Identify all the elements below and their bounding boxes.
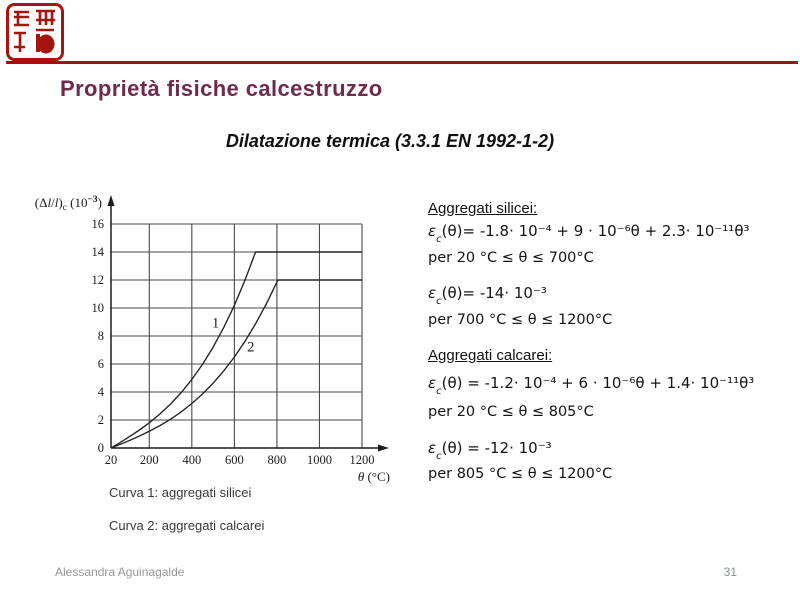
epsilon-symbol: ε — [428, 222, 437, 240]
footer-author: Alessandra Aguinagalde — [55, 565, 185, 579]
x-tick-label: 1200 — [349, 453, 375, 467]
chart-caption-curve2: Curva 2: aggregati calcarei — [109, 518, 265, 533]
x-axis-title: θ (°C) — [357, 469, 390, 484]
epsilon-symbol: ε — [428, 284, 437, 302]
y-tick-label: 10 — [91, 301, 104, 315]
x-tick-label: 20 — [104, 453, 118, 467]
epsilon-subscript: c — [436, 234, 442, 245]
red-seal-stamp-icon — [6, 3, 64, 61]
y-tick-label: 0 — [97, 441, 104, 455]
silicei-range-2: per 700 °C ≤ θ ≤ 1200°C — [428, 312, 613, 328]
silicei-range-1: per 20 °C ≤ θ ≤ 700°C — [428, 250, 594, 266]
silicei-heading: Aggregati silicei: — [428, 200, 538, 217]
curve-1 — [111, 252, 362, 448]
formula-body: (θ)= -14· 10⁻³ — [441, 284, 547, 302]
silicei-formula-1 — [428, 222, 750, 243]
x-tick-label: 800 — [267, 453, 287, 467]
epsilon-symbol: ε — [428, 374, 437, 392]
thermal-dilation-chart — [0, 180, 420, 495]
x-tick-label: 1000 — [306, 453, 332, 467]
x-tick-label: 200 — [139, 453, 159, 467]
formula-body: (θ) = -1.2· 10⁻⁴ + 6 · 10⁻⁶θ + 1.4· 10⁻¹¹θ³ — [441, 374, 755, 392]
page-title: Proprietà fisiche calcestruzzo — [60, 76, 383, 101]
epsilon-symbol: ε — [428, 439, 437, 457]
y-tick-label: 12 — [91, 273, 104, 287]
calcarei-formula-2 — [428, 439, 552, 460]
y-axis-arrow-icon — [108, 195, 115, 206]
slide-subtitle: Dilatazione termica (3.3.1 EN 1992-1-2) — [225, 131, 555, 151]
header-rule — [6, 61, 798, 64]
curve-label-2: 2 — [247, 339, 255, 356]
formula-body: (θ)= -1.8· 10⁻⁴ + 9 · 10⁻⁶θ + 2.3· 10⁻¹¹θ³ — [441, 222, 750, 240]
epsilon-subscript: c — [436, 296, 442, 307]
footer-page-number: 31 — [723, 565, 737, 579]
calcarei-formula-1 — [428, 374, 754, 395]
y-tick-label: 14 — [91, 245, 104, 259]
y-tick-label: 4 — [97, 385, 104, 399]
calcarei-range-2: per 805 °C ≤ θ ≤ 1200°C — [428, 466, 613, 482]
silicei-formula-2 — [428, 284, 547, 305]
curve-label-1: 1 — [212, 315, 220, 332]
x-tick-label: 600 — [224, 453, 244, 467]
x-tick-label: 400 — [182, 453, 202, 467]
y-tick-label: 16 — [91, 217, 104, 231]
epsilon-subscript: c — [436, 386, 442, 397]
chart-caption-curve1: Curva 1: aggregati silicei — [109, 485, 252, 500]
calcarei-range-1: per 20 °C ≤ θ ≤ 805°C — [428, 404, 594, 420]
y-tick-label: 2 — [97, 413, 104, 427]
epsilon-subscript: c — [436, 451, 442, 462]
formula-body: (θ) = -12· 10⁻³ — [441, 439, 552, 457]
y-tick-label: 6 — [97, 357, 104, 371]
calcarei-heading: Aggregati calcarei: — [428, 347, 553, 364]
y-tick-label: 8 — [97, 329, 104, 343]
x-axis-arrow-icon — [378, 445, 389, 452]
y-axis-title: $(\Delta l/l)_c$ $(10^{-3})$ — [34, 195, 102, 213]
